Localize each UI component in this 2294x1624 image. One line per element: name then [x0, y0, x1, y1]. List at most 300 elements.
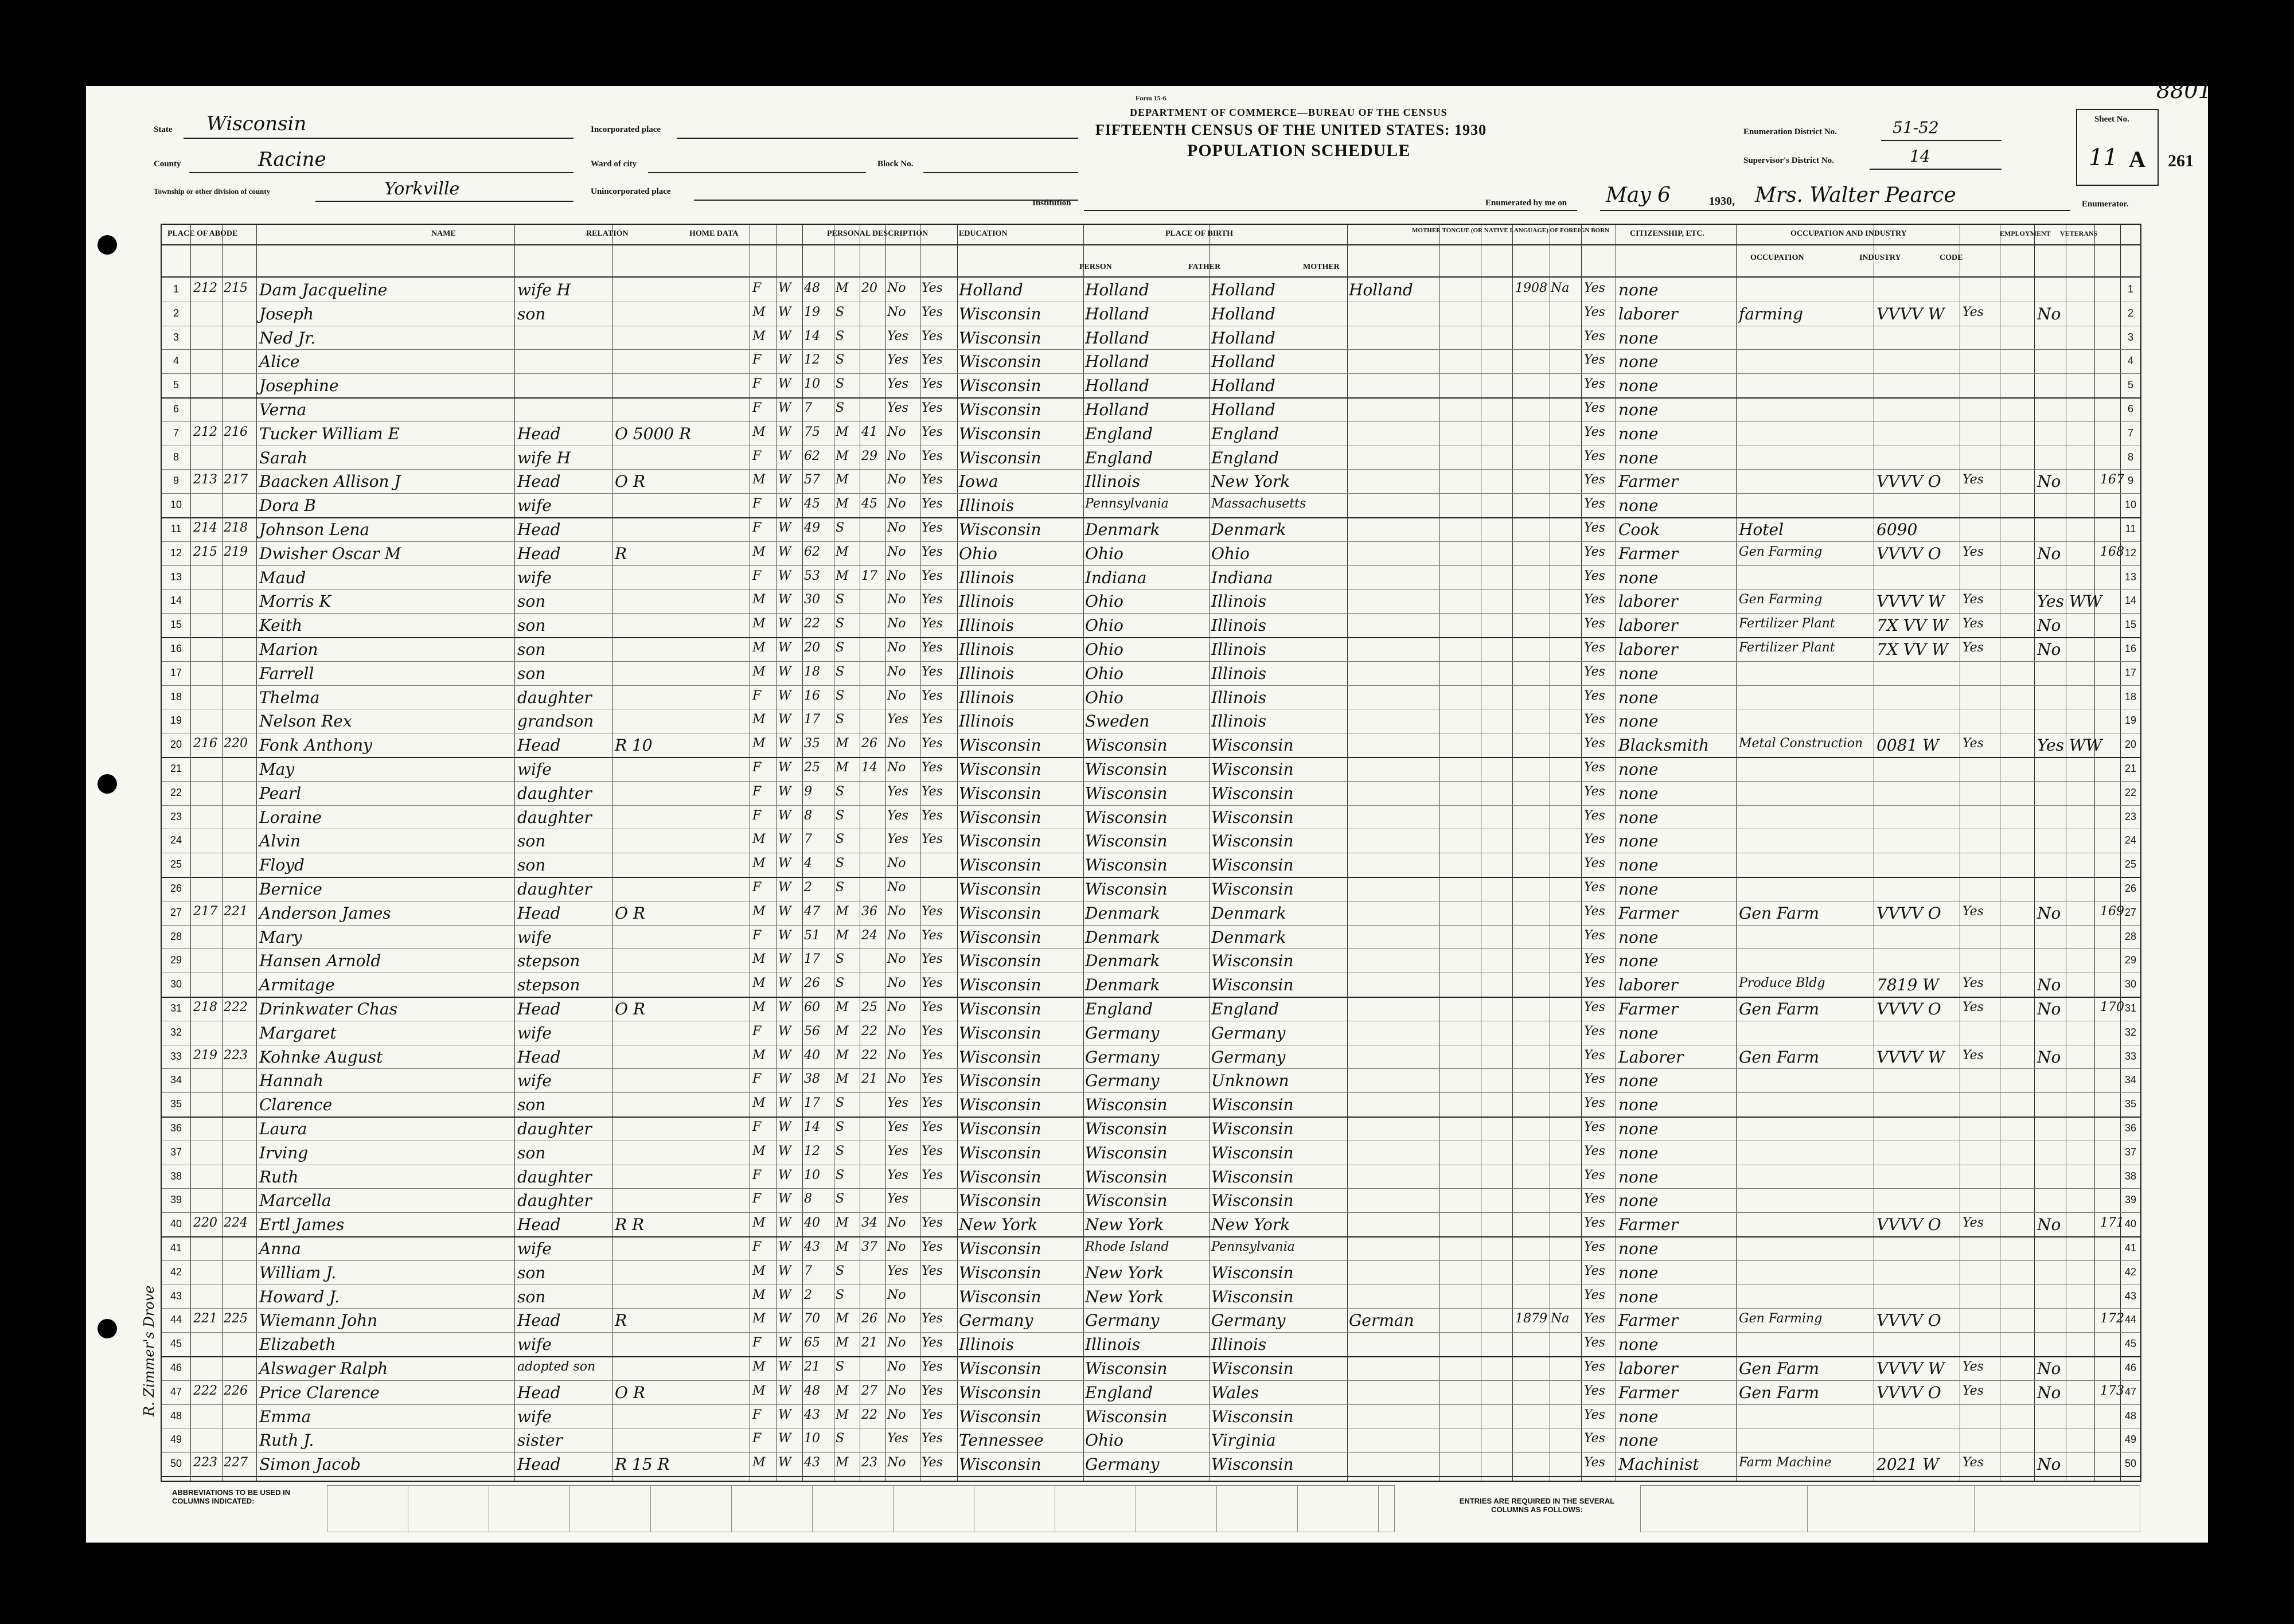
cell-ms: S: [836, 521, 845, 535]
cell-occ: none: [1618, 1023, 1659, 1043]
section-tongue: MOTHER TONGUE (OR NATIVE LANGUAGE) OF FOREIGN BORN: [1412, 227, 1609, 234]
cell-age: 2: [804, 1287, 812, 1302]
cell-name: Farrell: [259, 663, 314, 683]
row-number: 39: [2124, 1194, 2137, 1206]
cell-sch: No: [887, 664, 906, 679]
cell-race: W: [778, 616, 791, 631]
cell-rd: Yes: [922, 616, 943, 631]
cell-sex: M: [752, 592, 766, 607]
cell-age: 7: [804, 1263, 812, 1278]
cell-mbp: Illinois: [1211, 712, 1267, 731]
ed-value: 51-52: [1893, 118, 1939, 137]
cell-fbp: Germany: [1085, 1047, 1160, 1067]
cell-rd: Yes: [922, 1240, 943, 1254]
cell-fbp: England: [1085, 448, 1153, 467]
cell-race: W: [778, 1311, 791, 1326]
cell-emp: Yes: [1963, 473, 1984, 487]
cell-bp: Iowa: [959, 472, 998, 491]
cell-rd: Yes: [922, 1431, 943, 1446]
cell-am: 23: [861, 1455, 877, 1470]
cell-race: W: [778, 736, 791, 751]
cell-age: 38: [804, 1072, 820, 1087]
cell-ms: S: [836, 353, 845, 368]
row-number: 22: [2124, 786, 2137, 798]
ward-label: Ward of city: [591, 159, 637, 169]
section-veterans: VETERANS: [2060, 229, 2098, 237]
cell-sch: No: [887, 1311, 906, 1326]
cell-fbp: England: [1085, 424, 1153, 443]
cell-fbp: Ohio: [1085, 663, 1123, 683]
cell-code: VVVV O: [1876, 544, 1941, 563]
cell-name: Dora B: [259, 496, 316, 516]
cell-eng: Yes: [1584, 281, 1605, 295]
cell-race: W: [778, 1336, 791, 1350]
grid-row-line: [162, 1260, 2140, 1261]
cell-vet: No: [2037, 544, 2061, 563]
cell-ind: Gen Farming: [1739, 544, 1823, 559]
incorporated-line: [677, 138, 1078, 139]
cell-emp: Yes: [1963, 616, 1984, 631]
cell-eng: Yes: [1584, 1240, 1605, 1254]
township-value: Yorkville: [384, 179, 460, 199]
cell-age: 40: [804, 1048, 820, 1063]
cell-race: W: [778, 544, 791, 559]
cell-mbp: Wisconsin: [1211, 1167, 1294, 1186]
cell-home: R: [615, 1311, 627, 1330]
cell-age: 51: [804, 928, 820, 943]
cell-age: 45: [804, 497, 820, 512]
row-number: 34: [2124, 1074, 2137, 1086]
cell-code: 7819 W: [1876, 975, 1939, 995]
cell-sex: M: [752, 976, 766, 991]
enumerator-name: Mrs. Walter Pearce: [1755, 184, 1956, 207]
page-number: 261: [2168, 151, 2194, 170]
cell-race: W: [778, 784, 791, 799]
cell-rel: son: [517, 640, 546, 659]
row-number: 43: [170, 1290, 182, 1302]
cell-mbp: Germany: [1211, 1023, 1286, 1043]
cell-occ: none: [1618, 1095, 1659, 1115]
cell-race: W: [778, 1383, 791, 1398]
stamp-number: 8801: [2156, 78, 2212, 103]
cell-sex: F: [752, 401, 762, 415]
cell-mbp: Wisconsin: [1211, 1359, 1294, 1378]
cell-rd: Yes: [922, 808, 943, 823]
row-number: 46: [170, 1362, 182, 1373]
cell-race: W: [778, 1024, 791, 1039]
cell-age: 62: [804, 448, 820, 463]
cell-race: W: [778, 1000, 791, 1014]
cell-sch: Yes: [887, 784, 908, 799]
cell-rel: wife: [517, 496, 552, 516]
cell-mbp: Illinois: [1211, 592, 1267, 611]
cell-bp: Illinois: [959, 592, 1015, 611]
subhead-person: PERSON: [1079, 263, 1112, 271]
cell-code: 7X VV W: [1876, 616, 1948, 635]
cell-rel: wife: [517, 1407, 552, 1426]
cell-rd: Yes: [922, 904, 943, 919]
cell-bp: Illinois: [959, 640, 1015, 659]
row-number: 33: [170, 1050, 182, 1062]
cell-ms: M: [836, 281, 849, 295]
cell-fbp: Pennsylvania: [1085, 497, 1169, 512]
cell-occ: laborer: [1618, 304, 1678, 323]
census-grid: [161, 224, 2141, 1482]
cell-emp: Yes: [1963, 641, 1984, 655]
row-number: 23: [2124, 810, 2137, 822]
cell-home: O R: [615, 1000, 645, 1018]
cell-dw: 217: [193, 904, 217, 919]
cell-sch: No: [887, 904, 906, 919]
cell-vet: No: [2037, 1215, 2061, 1235]
cell-occ: none: [1618, 568, 1659, 587]
cell-rd: Yes: [922, 592, 943, 607]
cell-ms: S: [836, 1263, 845, 1278]
cell-race: W: [778, 1431, 791, 1446]
cell-rd: Yes: [922, 304, 943, 319]
cell-sex: M: [752, 1455, 766, 1470]
row-number: 26: [170, 883, 182, 894]
cell-mbp: Denmark: [1211, 520, 1286, 539]
cell-bp: Wisconsin: [959, 1263, 1041, 1282]
cell-fbp: Illinois: [1085, 1335, 1141, 1354]
enumerated-line: [1600, 210, 2070, 211]
cell-occ: none: [1618, 1191, 1659, 1211]
ed-line: [1881, 140, 2002, 141]
cell-name: Irving: [259, 1143, 309, 1162]
row-number: 15: [170, 619, 182, 631]
cell-occ: none: [1618, 927, 1659, 947]
grid-row-line: [162, 469, 2140, 470]
grid-row-line: [162, 517, 2140, 518]
cell-sch: Yes: [887, 1143, 908, 1158]
grid-row-line: [162, 541, 2140, 542]
row-number: 4: [173, 355, 179, 367]
cell-race: W: [778, 1096, 791, 1111]
cell-dw: 222: [193, 1383, 217, 1398]
row-number: 11: [2125, 523, 2136, 534]
cell-emp: Yes: [1963, 736, 1984, 751]
cell-sex: F: [752, 688, 762, 703]
row-number: 40: [170, 1218, 182, 1230]
cell-dw: 212: [193, 424, 217, 439]
cell-race: W: [778, 904, 791, 919]
cell-age: 60: [804, 1000, 820, 1014]
cell-ms: M: [836, 1216, 849, 1231]
cell-occ: Blacksmith: [1618, 736, 1710, 755]
cell-occ: none: [1618, 352, 1659, 372]
cell-fbp: Wisconsin: [1085, 1359, 1168, 1378]
grid-row-line: [162, 421, 2140, 422]
cell-sch: No: [887, 928, 906, 943]
cell-name: Dam Jacqueline: [259, 280, 388, 299]
cell-rel: daughter: [517, 1167, 592, 1186]
cell-age: 7: [804, 832, 812, 847]
cell-sex: F: [752, 521, 762, 535]
cell-bp: Wisconsin: [959, 1167, 1041, 1186]
block-label: Block No.: [877, 159, 914, 169]
cell-rel: son: [517, 1143, 546, 1162]
cell-name: Bernice: [259, 880, 322, 899]
cell-race: W: [778, 952, 791, 967]
cell-dw: 218: [193, 1000, 217, 1014]
cell-rd: Yes: [922, 448, 943, 463]
cell-fbp: England: [1085, 1383, 1153, 1402]
cell-bp: Wisconsin: [959, 975, 1041, 995]
footer-entries: ENTRIES ARE REQUIRED IN THE SEVERAL COLUMNS AS FOLLOWS:: [1459, 1497, 1615, 1514]
row-number: 36: [2124, 1122, 2137, 1134]
cell-race: W: [778, 1240, 791, 1254]
cell-sex: F: [752, 1192, 762, 1207]
grid-row-line: [162, 805, 2140, 806]
cell-sex: F: [752, 497, 762, 512]
row-number: 10: [170, 499, 182, 511]
cell-fbp: Holland: [1085, 304, 1149, 323]
cell-bp: Wisconsin: [959, 951, 1041, 971]
census-title: FIFTEENTH CENSUS OF THE UNITED STATES: 1930: [1095, 122, 1487, 138]
row-number: 38: [170, 1170, 182, 1182]
cell-fam: 226: [224, 1383, 248, 1398]
cell-fbp: Wisconsin: [1085, 1119, 1168, 1138]
cell-sch: No: [887, 304, 906, 319]
cell-name: Johnson Lena: [259, 520, 370, 539]
cell-nat: Na: [1551, 1311, 1570, 1326]
subhead-father: FATHER: [1188, 263, 1221, 271]
row-number: 1: [173, 283, 179, 295]
cell-code: VVVV O: [1876, 1215, 1941, 1235]
cell-bp: Wisconsin: [959, 1023, 1041, 1043]
county-label: County: [154, 159, 181, 169]
cell-sex: M: [752, 712, 766, 727]
cell-rel: Head: [517, 1215, 561, 1235]
cell-fbp: Ohio: [1085, 688, 1123, 707]
cell-farm: 172: [2100, 1311, 2124, 1326]
cell-name: Baacken Allison J: [259, 472, 401, 491]
cell-rd: Yes: [922, 1048, 943, 1063]
cell-home: R: [615, 544, 627, 563]
cell-am: 21: [861, 1336, 877, 1350]
cell-sch: No: [887, 952, 906, 967]
cell-name: Elizabeth: [259, 1335, 336, 1354]
cell-occ: Farmer: [1618, 472, 1679, 491]
cell-name: Loraine: [259, 807, 322, 827]
cell-name: Nelson Rex: [259, 712, 352, 731]
cell-rel: Head: [517, 903, 561, 923]
punch-hole: [97, 774, 117, 794]
cell-ms: M: [836, 904, 849, 919]
section-divider: [162, 244, 2140, 245]
cell-rel: daughter: [517, 880, 592, 899]
cell-sch: No: [887, 424, 906, 439]
cell-ms: S: [836, 976, 845, 991]
cell-am: 29: [861, 448, 877, 463]
cell-rd: Yes: [922, 928, 943, 943]
cell-rd: Yes: [922, 329, 943, 343]
cell-name: Kohnke August: [259, 1047, 383, 1067]
cell-name: William J.: [259, 1263, 337, 1282]
cell-occ: Farmer: [1618, 1000, 1679, 1018]
cell-race: W: [778, 928, 791, 943]
enum-date: May 6: [1606, 184, 1671, 207]
cell-vet: Yes WW: [2037, 736, 2102, 755]
cell-mbp: Massachusetts: [1211, 497, 1306, 512]
cell-ind: Gen Farming: [1739, 1311, 1823, 1326]
cell-name: Ertl James: [259, 1215, 345, 1235]
cell-sch: No: [887, 856, 906, 871]
cell-mbp: Germany: [1211, 1047, 1286, 1067]
cell-mbp: New York: [1211, 472, 1290, 491]
cell-mbp: Wisconsin: [1211, 880, 1294, 899]
cell-rel: Head: [517, 424, 561, 443]
row-number: 18: [170, 690, 182, 702]
cell-fbp: Ohio: [1085, 640, 1123, 659]
cell-age: 65: [804, 1336, 820, 1350]
grid-row-line: [162, 1092, 2140, 1093]
cell-ms: S: [836, 377, 845, 392]
cell-sex: M: [752, 1383, 766, 1398]
cell-home: O R: [615, 472, 645, 491]
cell-bp: Wisconsin: [959, 1407, 1041, 1426]
cell-bp: Wisconsin: [959, 400, 1041, 419]
cell-sex: F: [752, 1336, 762, 1350]
cell-mbp: Denmark: [1211, 903, 1286, 923]
cell-bp: Wisconsin: [959, 1359, 1041, 1378]
row-number: 42: [170, 1266, 182, 1278]
cell-fam: 222: [224, 1000, 248, 1014]
cell-ms: S: [836, 1287, 845, 1302]
cell-eng: Yes: [1584, 736, 1605, 751]
cell-sex: M: [752, 1048, 766, 1063]
cell-ms: M: [836, 736, 849, 751]
cell-vet: No: [2037, 1000, 2061, 1018]
cell-age: 22: [804, 616, 820, 631]
cell-sch: No: [887, 1000, 906, 1014]
cell-sch: No: [887, 1383, 906, 1398]
cell-age: 20: [804, 641, 820, 655]
cell-sex: F: [752, 448, 762, 463]
cell-rd: Yes: [922, 377, 943, 392]
cell-sch: No: [887, 736, 906, 751]
row-number: 8: [2127, 451, 2133, 463]
row-number: 28: [170, 930, 182, 942]
cell-dw: 213: [193, 473, 217, 487]
row-number: 41: [170, 1242, 182, 1254]
cell-rd: Yes: [922, 473, 943, 487]
cell-rel: son: [517, 1287, 546, 1306]
cell-code: 7X VV W: [1876, 640, 1948, 659]
section-education: EDUCATION: [959, 229, 1008, 238]
cell-occ: Farmer: [1618, 1311, 1679, 1330]
cell-name: Emma: [259, 1407, 311, 1426]
cell-name: May: [259, 760, 295, 779]
cell-occ: none: [1618, 1143, 1659, 1162]
cell-name: Joseph: [259, 304, 314, 323]
cell-age: 7: [804, 401, 812, 415]
cell-bp: Wisconsin: [959, 352, 1041, 372]
cell-nat: Na: [1551, 281, 1570, 295]
cell-sch: Yes: [887, 1120, 908, 1134]
sheet-label: Sheet No.: [2094, 115, 2129, 124]
cell-name: Dwisher Oscar M: [259, 544, 401, 563]
cell-name: Armitage: [259, 975, 335, 995]
row-number: 40: [2124, 1218, 2137, 1230]
cell-code: 6090: [1876, 520, 1918, 539]
cell-bp: Wisconsin: [959, 903, 1041, 923]
cell-rd: Yes: [922, 497, 943, 512]
cell-rd: Yes: [922, 712, 943, 727]
cell-am: 41: [861, 424, 877, 439]
row-number: 5: [2127, 379, 2133, 391]
cell-age: 12: [804, 1143, 820, 1158]
cell-rd: Yes: [922, 521, 943, 535]
cell-sex: M: [752, 1360, 766, 1374]
row-number: 22: [170, 786, 182, 798]
cell-sch: Yes: [887, 1263, 908, 1278]
cell-ind: farming: [1739, 304, 1803, 323]
cell-ms: S: [836, 1360, 845, 1374]
row-number: 10: [2124, 499, 2137, 511]
cell-am: 27: [861, 1383, 877, 1398]
cell-name: Howard J.: [259, 1287, 340, 1306]
cell-fam: 223: [224, 1048, 248, 1063]
cell-mbp: Wisconsin: [1211, 1191, 1294, 1211]
cell-race: W: [778, 760, 791, 775]
cell-bp: Wisconsin: [959, 831, 1041, 851]
row-number: 17: [170, 666, 182, 678]
cell-bp: Illinois: [959, 712, 1015, 731]
cell-eng: Yes: [1584, 1048, 1605, 1063]
row-number: 6: [2127, 403, 2133, 415]
cell-rd: Yes: [922, 401, 943, 415]
cell-eng: Yes: [1584, 568, 1605, 583]
cell-sch: No: [887, 1216, 906, 1231]
row-number: 2: [2127, 307, 2133, 319]
cell-ms: S: [836, 304, 845, 319]
cell-rel: daughter: [517, 807, 592, 827]
footer-entries-box: [1640, 1485, 2140, 1532]
cell-bp: Wisconsin: [959, 1455, 1041, 1474]
cell-occ: Farmer: [1618, 903, 1679, 923]
row-number: 47: [2124, 1385, 2137, 1397]
cell-occ: none: [1618, 496, 1659, 516]
cell-sch: No: [887, 1287, 906, 1302]
cell-code: VVVV O: [1876, 472, 1941, 491]
cell-farm: 171: [2100, 1216, 2124, 1231]
cell-fam: 215: [224, 281, 248, 295]
cell-am: 36: [861, 904, 877, 919]
cell-mbp: Wisconsin: [1211, 1095, 1294, 1115]
cell-race: W: [778, 1192, 791, 1207]
cell-occ: none: [1618, 760, 1659, 779]
cell-rel: wife H: [517, 448, 571, 467]
row-number: 31: [170, 1002, 182, 1014]
cell-age: 14: [804, 1120, 820, 1134]
cell-ms: S: [836, 952, 845, 967]
cell-name: Hansen Arnold: [259, 951, 381, 971]
cell-am: 14: [861, 760, 877, 775]
row-number: 43: [2124, 1290, 2137, 1302]
cell-fbp: Wisconsin: [1085, 831, 1168, 851]
row-number: 29: [170, 954, 182, 966]
cell-fbp: Wisconsin: [1085, 736, 1168, 755]
row-number: 1: [2127, 283, 2133, 295]
cell-sex: F: [752, 353, 762, 368]
cell-age: 35: [804, 736, 820, 751]
cell-race: W: [778, 281, 791, 295]
cell-race: W: [778, 401, 791, 415]
cell-name: Fonk Anthony: [259, 736, 372, 755]
cell-rd: Yes: [922, 1455, 943, 1470]
